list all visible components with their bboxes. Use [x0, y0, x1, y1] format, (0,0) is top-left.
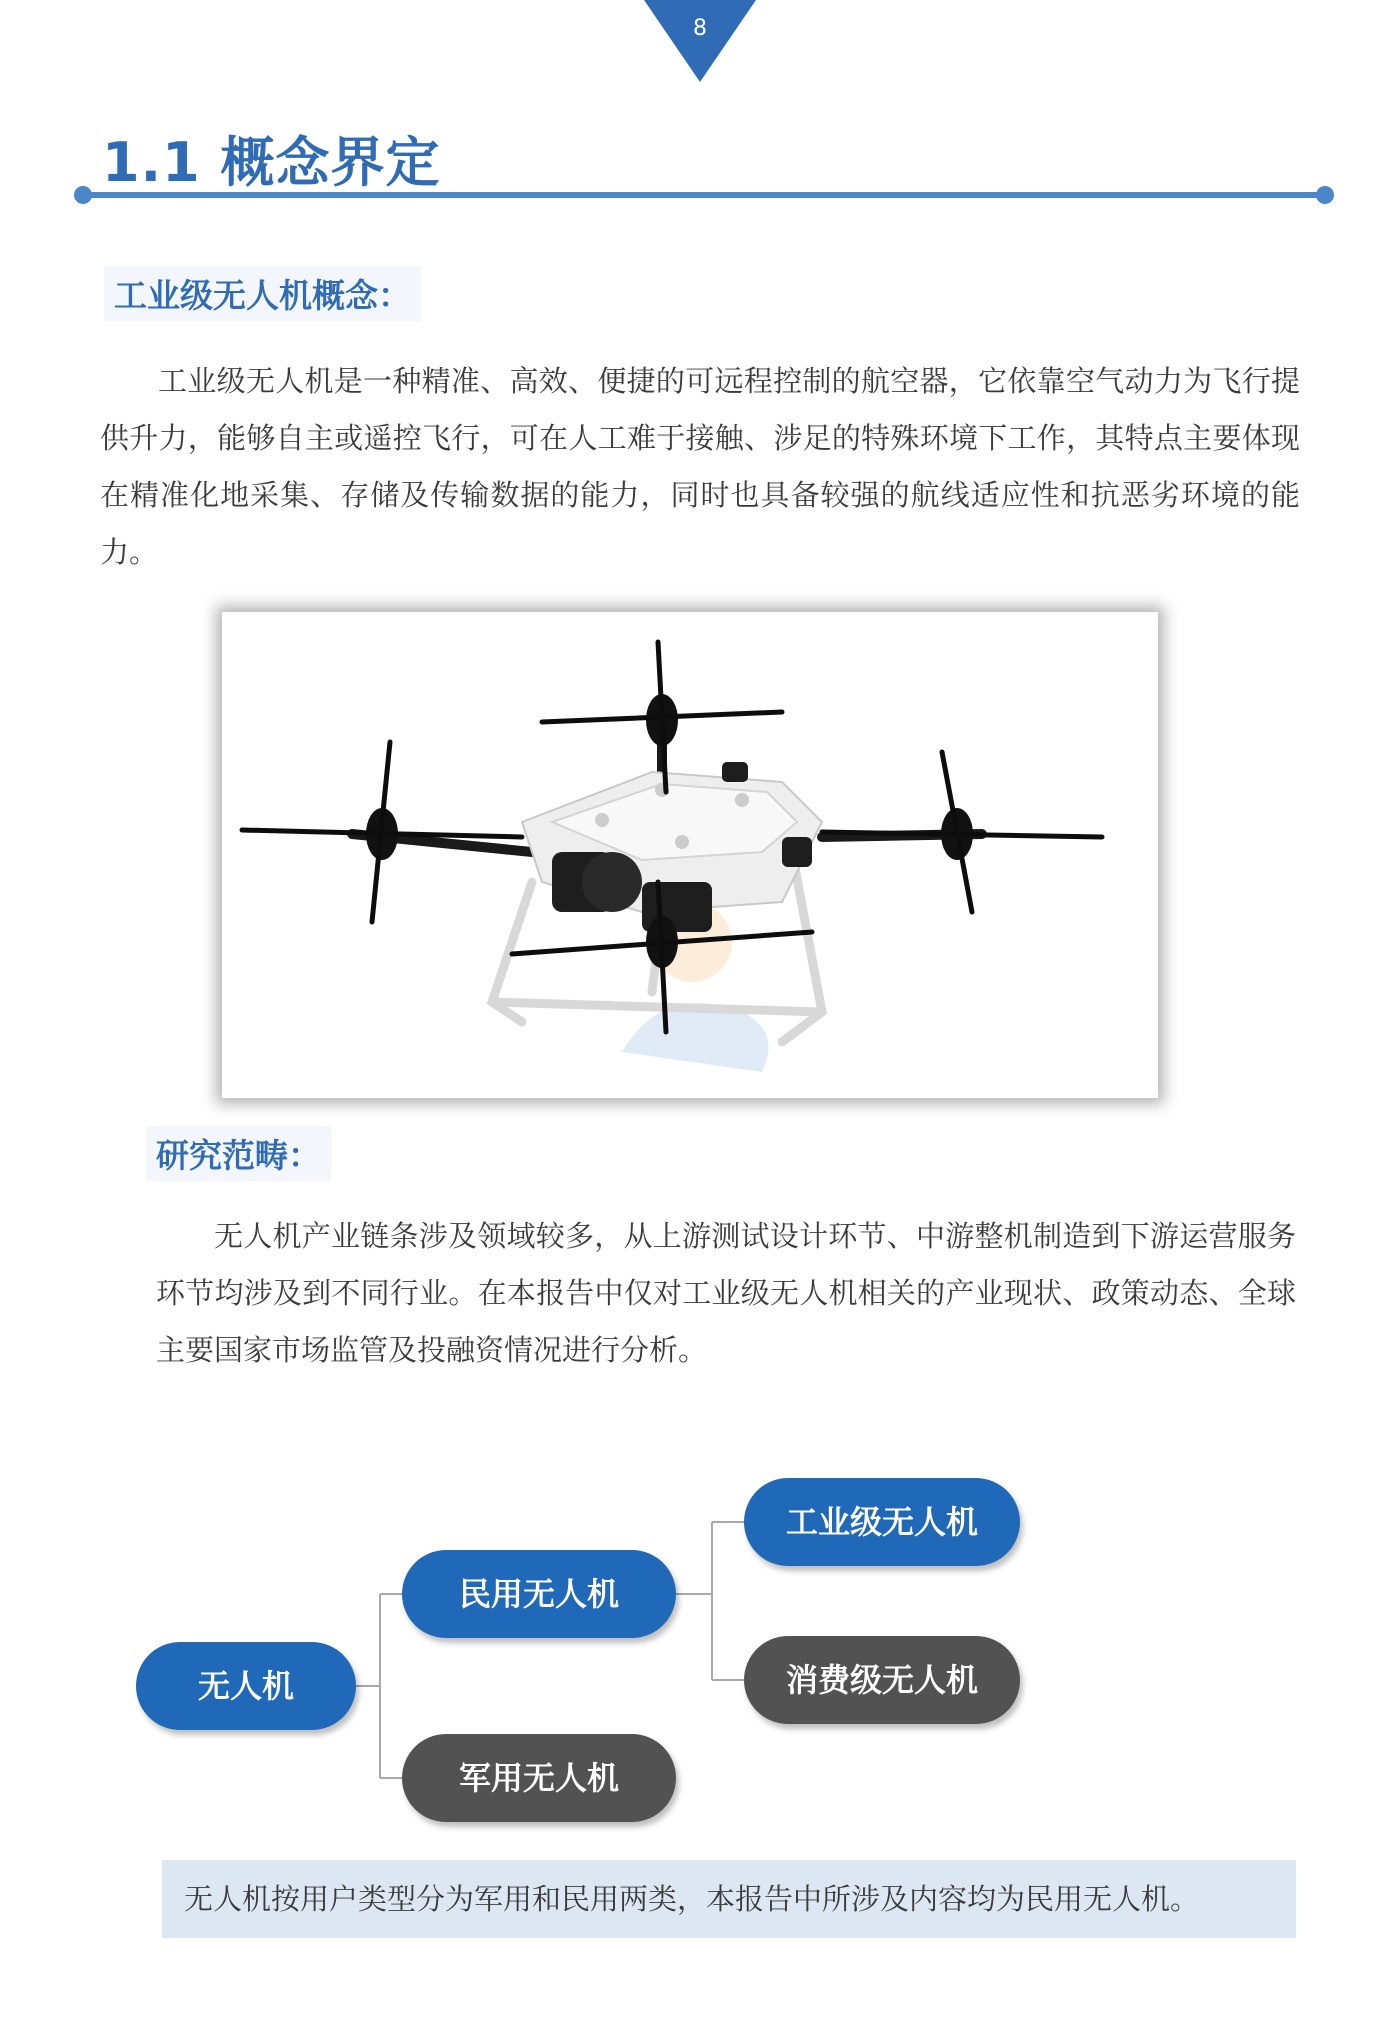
- node-consumer-uav: 消费级无人机: [744, 1636, 1020, 1724]
- section-title: 1.1 概念界定: [102, 131, 441, 194]
- scope-heading: 研究范畴：: [146, 1126, 331, 1181]
- page-number-tab: [644, 0, 756, 82]
- node-civil-uav: 民用无人机: [402, 1550, 676, 1638]
- drone-illustration: [222, 612, 1158, 1098]
- node-industrial-uav: 工业级无人机: [744, 1478, 1020, 1566]
- page-number: 8: [693, 16, 707, 41]
- concept-paragraph: 工业级无人机是一种精准、高效、便捷的可远程控制的航空器，它依靠空气动力为飞行提供升力，能够自主或遥控飞行，可在人工难于接触、涉足的特殊环境下工作，其特点主要体现在精准化地采集、存储及传输数据的能力，同时也具备较强的航线适应性和抗恶劣环境的能力。: [100, 364, 1300, 569]
- node-uav: 无人机: [136, 1642, 356, 1730]
- concept-heading: 工业级无人机概念：: [104, 266, 421, 321]
- drone-photo: [222, 612, 1158, 1098]
- scope-paragraph: 无人机产业链条涉及领域较多，从上游测试设计环节、中游整机制造到下游运营服务环节均涉及到不同行业。在本报告中仅对工业级无人机相关的产业现状、政策动态、全球主要国家市场监管及投融资情况进行分析。: [156, 1219, 1296, 1367]
- title-underline: [72, 184, 1336, 206]
- classification-note: 无人机按用户类型分为军用和民用两类，本报告中所涉及内容均为民用无人机。: [162, 1860, 1296, 1938]
- node-military-uav: 军用无人机: [402, 1734, 676, 1822]
